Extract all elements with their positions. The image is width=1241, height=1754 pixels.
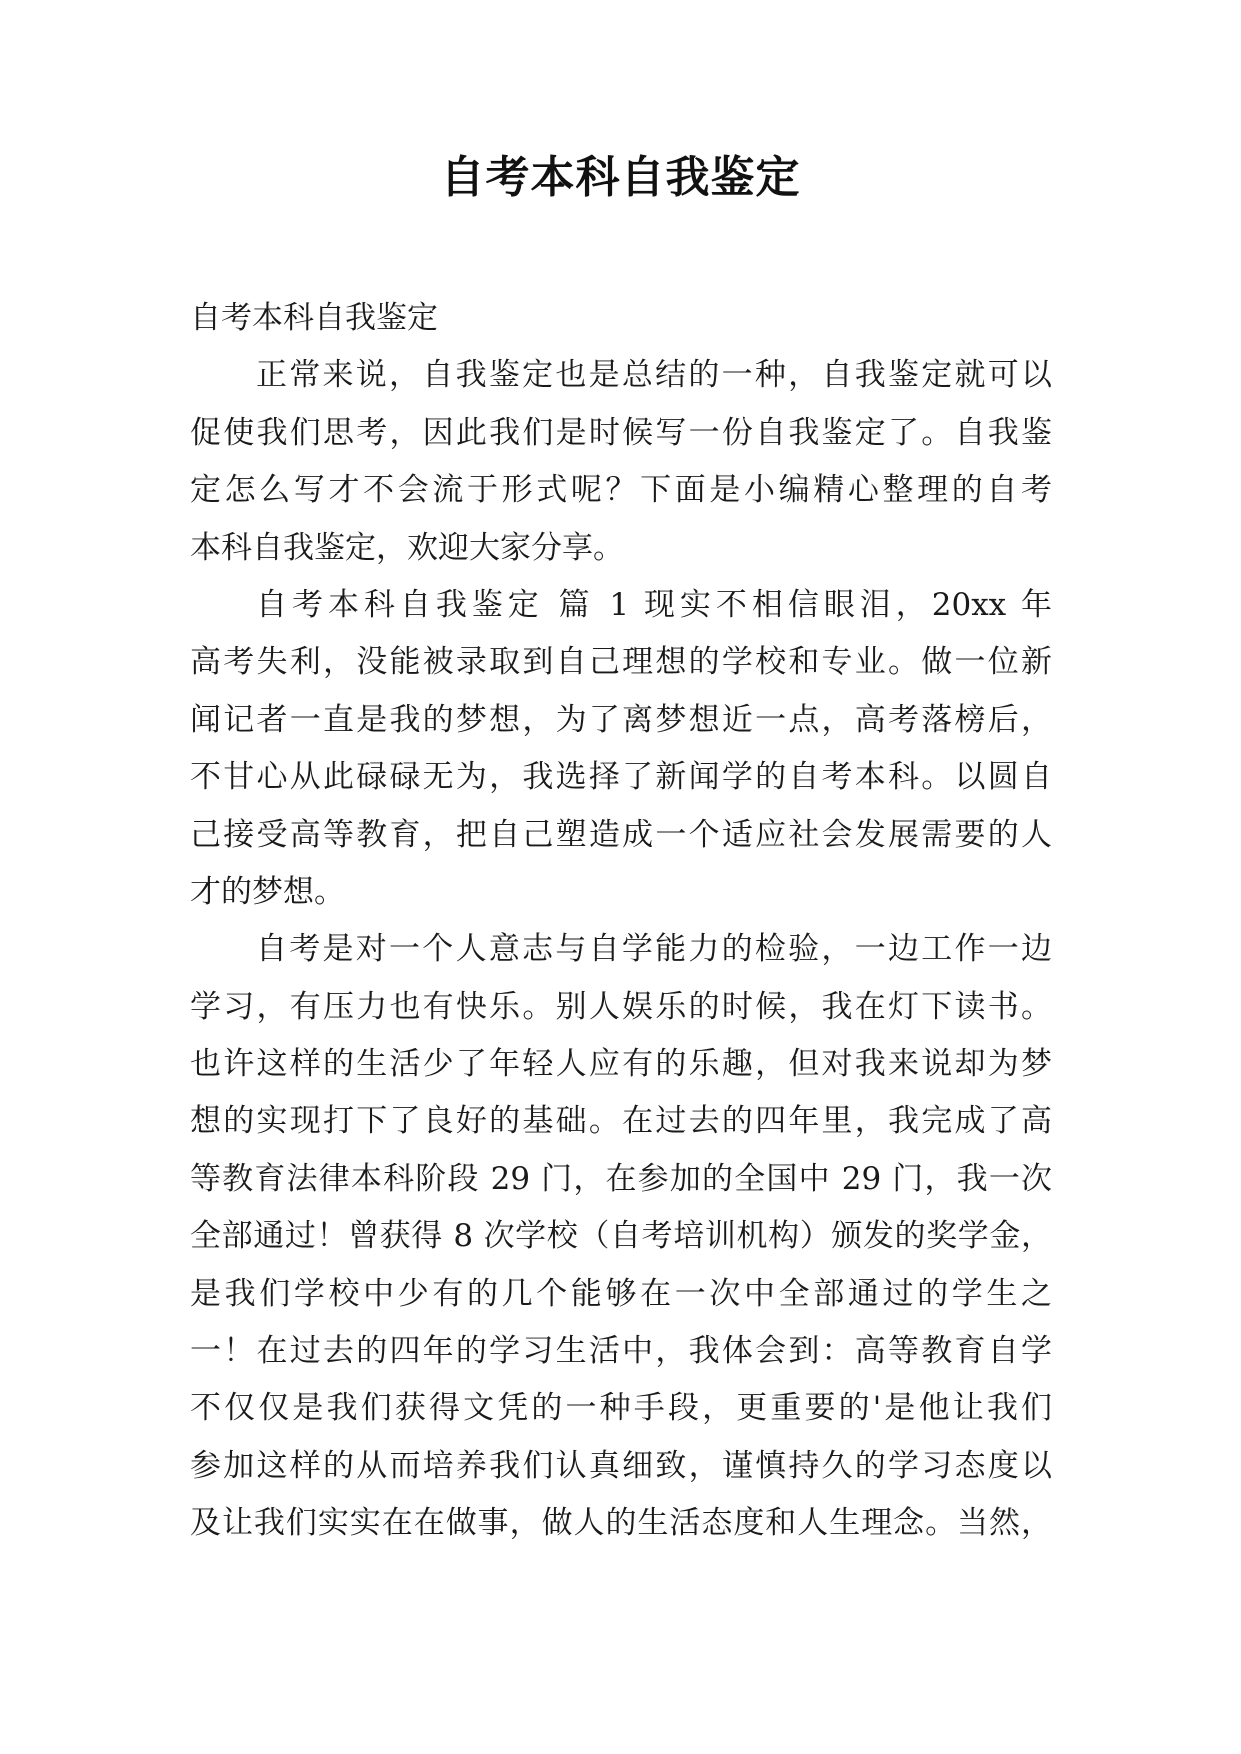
paragraph-line: 一！在过去的四年的学习生活中，我体会到：高等教育自学 bbox=[190, 1333, 1052, 1370]
paragraph-line: 促使我们思考，因此我们是时候写一份自我鉴定了。自我鉴 bbox=[190, 414, 1052, 451]
paragraph-line: 己接受高等教育，把自己塑造成一个适应社会发展需要的人 bbox=[190, 816, 1052, 853]
paragraph-line: 等教育法律本科阶段 29 门，在参加的全国中 29 门，我一次 bbox=[190, 1160, 1052, 1197]
paragraph-line: 学习，有压力也有快乐。别人娱乐的时候，我在灯下读书。 bbox=[190, 988, 1052, 1025]
paragraph-line: 高考失利，没能被录取到自己理想的学校和专业。做一位新 bbox=[190, 644, 1052, 681]
paragraph-line: 不仅仅是我们获得文凭的一种手段，更重要的'是他让我们 bbox=[190, 1390, 1052, 1427]
paragraph-line: 参加这样的从而培养我们认真细致，谨慎持久的学习态度以 bbox=[190, 1447, 1052, 1484]
paragraph-line: 闻记者一直是我的梦想，为了离梦想近一点，高考落榜后， bbox=[190, 701, 1052, 738]
paragraph-line: 是我们学校中少有的几个能够在一次中全部通过的学生之 bbox=[190, 1275, 1052, 1312]
paragraph-line: 及让我们实实在在做事，做人的生活态度和人生理念。当然， bbox=[190, 1505, 1052, 1542]
paragraph-line: 也许这样的生活少了年轻人应有的乐趣，但对我来说却为梦 bbox=[190, 1046, 1052, 1083]
paragraph-line: 自考是对一个人意志与自学能力的检验，一边工作一边 bbox=[256, 931, 1052, 968]
paragraph-line: 才的梦想。 bbox=[190, 873, 345, 910]
paragraph-line: 正常来说，自我鉴定也是总结的一种，自我鉴定就可以 bbox=[256, 357, 1052, 394]
document-body bbox=[190, 290, 1052, 1553]
paragraph-line: 全部通过！曾获得 8 次学校（自考培训机构）颁发的奖学金， bbox=[190, 1218, 1052, 1255]
paragraph-line: 本科自我鉴定，欢迎大家分享。 bbox=[190, 529, 624, 566]
paragraph-line: 定怎么写才不会流于形式呢？下面是小编精心整理的自考 bbox=[190, 472, 1052, 509]
paragraph-line: 自考本科自我鉴定 篇 1 现实不相信眼泪，20xx 年 bbox=[256, 586, 1052, 623]
document-title: 自考本科自我鉴定 bbox=[440, 152, 801, 203]
document-subtitle: 自考本科自我鉴定 bbox=[190, 300, 438, 336]
paragraph-line: 不甘心从此碌碌无为，我选择了新闻学的自考本科。以圆自 bbox=[190, 759, 1052, 796]
paragraph-line: 想的实现打下了良好的基础。在过去的四年里，我完成了高 bbox=[190, 1103, 1052, 1140]
